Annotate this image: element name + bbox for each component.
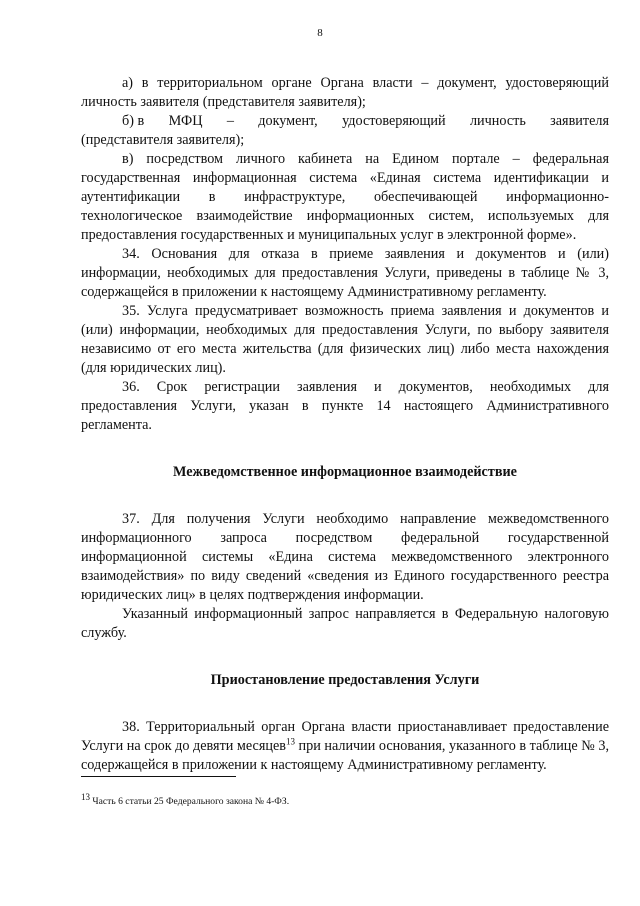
item-b-word: личность [469, 113, 526, 129]
item-v: в) посредством личного кабинета на Едином портале – федеральная государственная информационная система «Единая система идентификации и аутентификации в инфраструктуре, обеспечивающей информационно-технологическое взаимодействие информационных систем, используемых для предоставления государственных и муниципальных услуг в электронной форме». [81, 151, 609, 243]
item-b-word: б) в [122, 113, 145, 129]
footnote [81, 791, 290, 808]
item-b-word: документ, [258, 113, 318, 129]
item-b-word: удостоверяющий [342, 113, 446, 129]
item-b-first-line [122, 112, 609, 131]
footnote-text: Часть 6 статьи 25 Федерального закона № 4-ФЗ. [90, 796, 290, 807]
footnote-divider [81, 776, 236, 777]
section-heading-suspension: Приостановление предоставления Услуги [210, 672, 480, 688]
paragraph-34: 34. Основания для отказа в приеме заявления и документов и (или) информации, необходимых для предоставления Услуги, приведены в таблице № 3, содержащейся в приложении к настоящему Административному регламенту. [81, 246, 609, 300]
paragraph-37-note: Указанный информационный запрос направляется в Федеральную налоговую службу. [81, 606, 609, 641]
paragraph-38 [81, 718, 609, 775]
paragraph-36: 36. Срок регистрации заявления и документов, необходимых для предоставления Услуги, указан в пункте 14 настоящего Административного регламента. [81, 379, 609, 433]
item-b-word: – [226, 113, 234, 129]
item-a: а) в территориальном органе Органа власти – документ, удостоверяющий личность заявителя (представителя заявителя); [81, 75, 609, 110]
paragraph-38-text: 38. Территориальный орган Органа власти приостанавливает предоставление Услуги на срок до девяти месяцев [81, 719, 609, 754]
item-b-word: заявителя [550, 113, 609, 129]
paragraph-38-text-end: при наличии основания, указанного в таблице № 3, содержащейся в приложении к настоящему Административному регламенту. [81, 738, 609, 773]
paragraph-37: 37. Для получения Услуги необходимо направление межведомственного информационного запроса посредством федеральной государственной информационной системы «Едина система межведомственного электронного взаимодействия» по виду сведений «сведения из Единого государственного реестра юридических лиц» в целях подтверждения информации. [81, 511, 609, 603]
item-b-word: МФЦ [168, 113, 203, 129]
section-heading-interagency: Межведомственное информационное взаимодействие [173, 464, 517, 480]
paragraph-35: 35. Услуга предусматривает возможность приема заявления и документов и (или) информации, необходимых для предоставления Услуги, по выбору заявителя независимо от его места жительства (для физических лиц) либо места нахождения (для юридических лиц). [81, 303, 609, 376]
document-body [81, 74, 609, 775]
footnote-reference[interactable]: 13 [285, 736, 295, 747]
footnote-number: 13 [81, 791, 90, 802]
page-number: 8 [317, 27, 323, 39]
item-b-tail: (представителя заявителя); [81, 132, 245, 148]
